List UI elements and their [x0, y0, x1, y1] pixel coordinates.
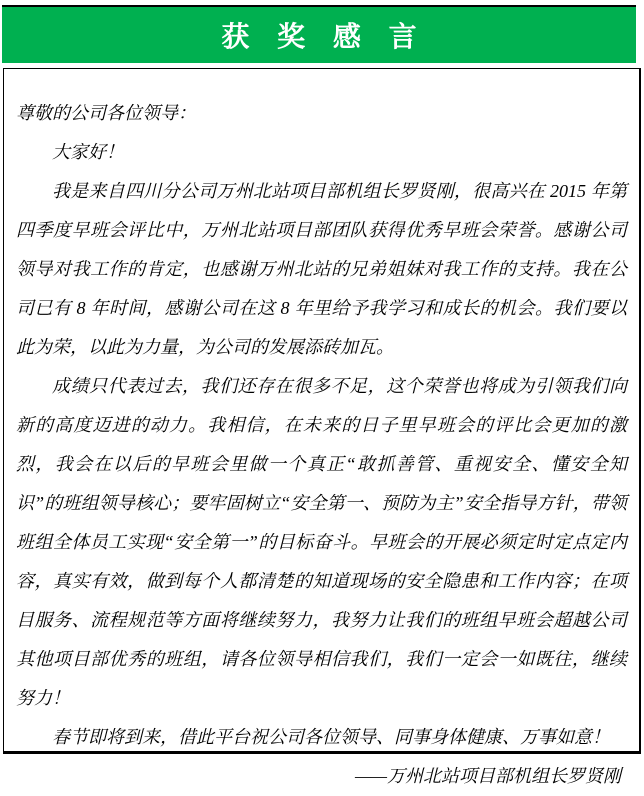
- paragraph-intro: 我是来自四川分公司万州北站项目部机组长罗贤刚，很高兴在 2015 年第四季度早班会评比中，万州北站项目部团队获得优秀早班会荣誉。感谢公司领导对我工作的肯定，也感谢万州北站的兄弟姐妹对我工作的支持。我在公司已有 8 年时间，感谢公司在这 8 年里给予我学习和成长的机会。我们要以此为荣，以此为力量，为公司的发展添砖加瓦。: [16, 181, 627, 357]
- document-page: [0, 5, 644, 786]
- title-banner: [2, 5, 636, 63]
- salutation-line: 大家好！: [52, 142, 124, 162]
- greeting-line: 尊敬的公司各位领导：: [16, 103, 196, 123]
- paragraph-wishes: 春节即将到来，借此平台祝公司各位领导、同事身体健康、万事如意！: [52, 727, 610, 747]
- paragraph-commitment: 成绩只代表过去，我们还存在很多不足，这个荣誉也将成为引领我们向新的高度迈进的动力。我相信，在未来的日子里早班会的评比会更加的激烈，我会在以后的早班会里做一个真正“敢抓善管、重视安全、懂安全知识”的班组领导核心；要牢固树立“安全第一、预防为主”安全指导方针，带领班组全体员工实现“安全第一”的目标奋斗。早班会的开展必须定时定点定内容，真实有效，做到每个人都清楚的知道现场的安全隐患和工作内容；在项目服务、流程规范等方面将继续努力，我努力让我们的班组早班会超越公司其他项目部优秀的班组，请各位领导相信我们，我们一定会一如既往，继续努力！: [16, 376, 627, 708]
- letter-body: [3, 68, 641, 786]
- page-title: 获 奖 感 言: [221, 21, 427, 52]
- signature-line: ——万州北站项目部机组长罗贤刚: [354, 766, 621, 786]
